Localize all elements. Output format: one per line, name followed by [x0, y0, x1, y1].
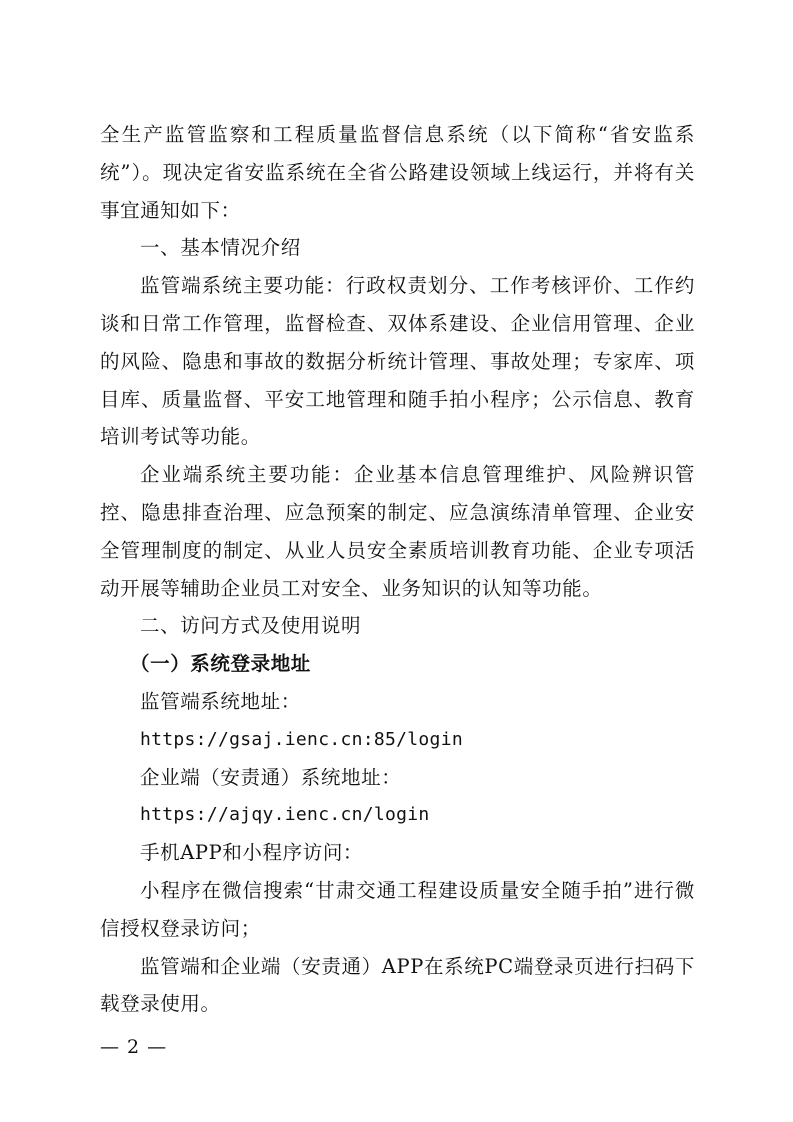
- mobile-access-label: 手机APP和小程序访问：: [140, 841, 364, 865]
- enterprise-login-url[interactable]: https://ajqy.ienc.cn/login: [140, 804, 430, 826]
- page-number: — 2 —: [100, 1036, 168, 1058]
- intro-paragraph: 全生产监管监察和工程质量监督信息系统（以下简称“省安监系统”）。现决定省安监系统在全省公路建设领域上线运行，并将有关事宜通知如下：: [100, 123, 695, 222]
- app-download-paragraph: 监管端和企业端（安责通）APP在系统PC端登录页进行扫码下载登录使用。: [100, 954, 695, 1016]
- supervision-address-label: 监管端系统地址：: [140, 689, 301, 713]
- document-body: [100, 116, 695, 1023]
- mini-program-paragraph: 小程序在微信搜索“甘肃交通工程建设质量安全随手拍”进行微信授权登录访问；: [100, 878, 695, 940]
- section-heading-basic-info: 一、基本情况介绍: [140, 236, 301, 260]
- subsection-heading-login-address: （一）系统登录地址: [130, 652, 311, 676]
- enterprise-functions-paragraph: 企业端系统主要功能：企业基本信息管理维护、风险辨识管控、隐患排查治理、应急预案的制定、应急演练清单管理、企业安全管理制度的制定、从业人员安全素质培训教育功能、企业专项活动开展等辅助企业员工对安全、业务知识的认知等功能。: [100, 463, 695, 600]
- supervision-functions-paragraph: 监管端系统主要功能：行政权责划分、工作考核评价、工作约谈和日常工作管理，监督检查、双体系建设、企业信用管理、企业的风险、隐患和事故的数据分析统计管理、事故处理；专家库、项目库、质量监督、平安工地管理和随手拍小程序；公示信息、教育培训考试等功能。: [100, 274, 695, 449]
- enterprise-address-label: 企业端（安责通）系统地址：: [140, 765, 402, 789]
- section-heading-access: 二、访问方式及使用说明: [140, 614, 362, 638]
- supervision-login-url[interactable]: https://gsaj.ienc.cn:85/login: [140, 728, 463, 750]
